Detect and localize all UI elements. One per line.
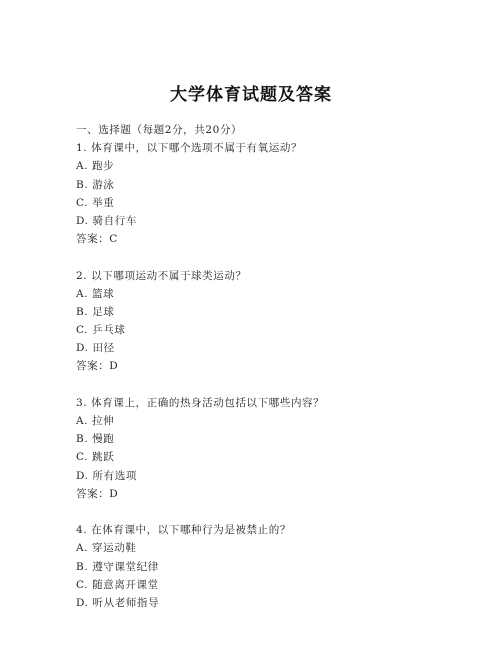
option-c: C. 乒乓球	[76, 324, 126, 337]
option-d: D. 骑自行车	[76, 214, 137, 227]
answer-text: 答案：D	[76, 360, 119, 373]
question-block-4	[76, 521, 476, 612]
blank-line	[76, 248, 476, 266]
option-d: D. 所有选项	[76, 469, 137, 482]
section-heading: 一、选择题（每题2分，共20分）	[76, 124, 243, 136]
question-text: 3. 体育课上，正确的热身活动包括以下哪些内容？	[76, 396, 325, 409]
option-a: A. 穿运动鞋	[76, 542, 137, 555]
option-d: D. 听从老师指导	[76, 596, 160, 609]
option-c: C. 随意离开课堂	[76, 578, 159, 591]
question-block-2	[76, 267, 476, 376]
option-d: D. 田径	[76, 342, 115, 355]
option-c: C. 跳跃	[76, 451, 115, 464]
option-b: B. 足球	[76, 305, 115, 318]
question-text: 1. 体育课中，以下哪个选项不属于有氧运动？	[76, 142, 303, 155]
answer-text: 答案：C	[76, 233, 118, 246]
option-b: B. 游泳	[76, 178, 115, 191]
question-block-3	[76, 394, 476, 503]
option-c: C. 举重	[76, 196, 115, 209]
question-text: 2. 以下哪项运动不属于球类运动？	[76, 269, 247, 282]
document-title: 大学体育试题及答案	[170, 85, 332, 105]
question-text: 4. 在体育课中，以下哪种行为是被禁止的？	[76, 524, 291, 537]
option-a: A. 跑步	[76, 160, 115, 173]
option-b: B. 遵守课堂纪律	[76, 560, 159, 573]
question-block-1	[76, 139, 476, 248]
option-a: A. 拉伸	[76, 415, 115, 427]
document-body	[76, 121, 476, 612]
answer-text: 答案：D	[76, 487, 119, 500]
blank-line	[76, 376, 476, 394]
option-a: A. 篮球	[76, 287, 115, 300]
blank-line	[76, 503, 476, 521]
option-b: B. 慢跑	[76, 433, 115, 446]
